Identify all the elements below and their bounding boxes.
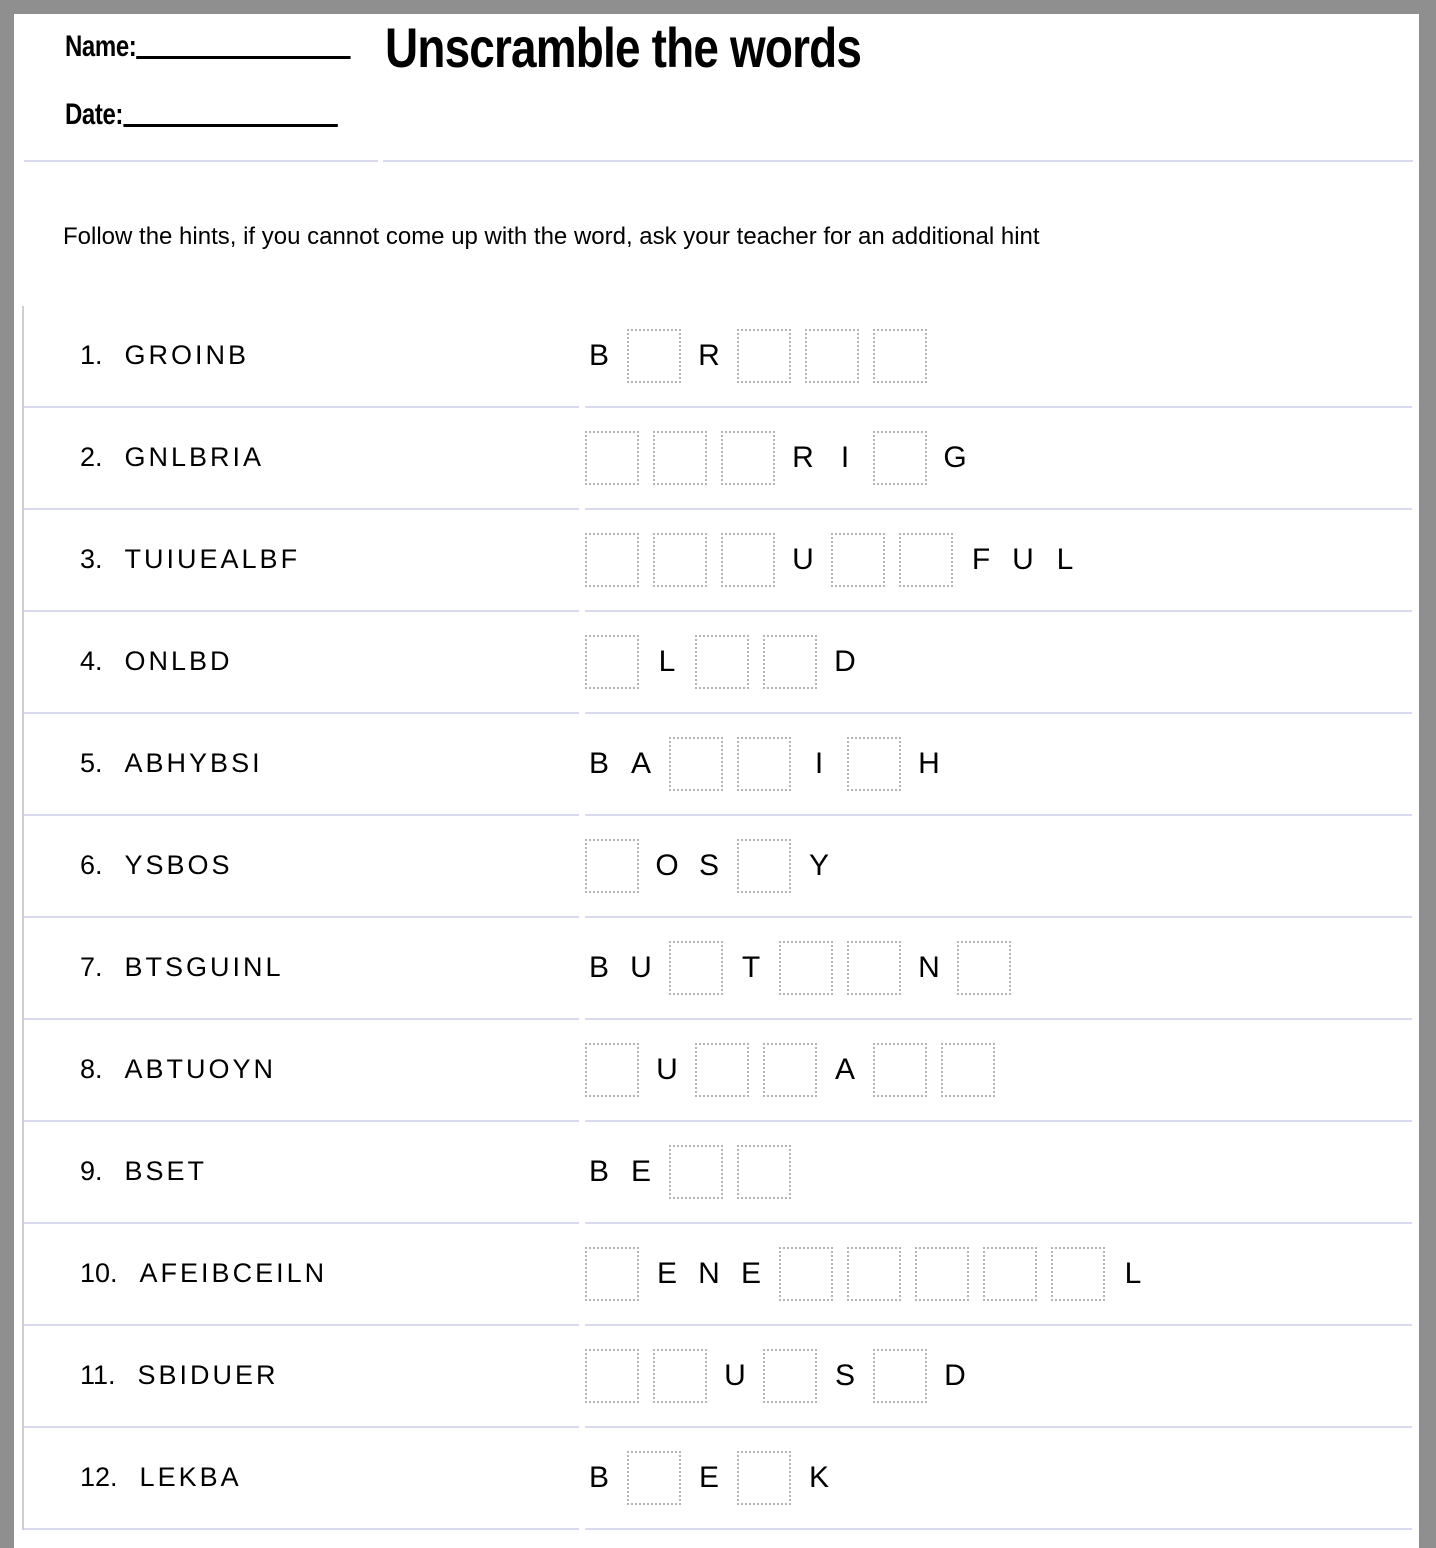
scrambled-word: ABTUOYN (124, 1054, 277, 1085)
answer-letter: S (698, 848, 719, 882)
answer-letter-box[interactable] (653, 1349, 707, 1403)
answer-letter: I (814, 746, 824, 780)
scrambled-word: LEKBA (139, 1462, 242, 1493)
answer-letter-box[interactable] (737, 1451, 791, 1505)
name-blank-line[interactable] (136, 29, 350, 59)
scrambled-word: BTSGUINL (124, 952, 284, 983)
answer-letter: D (944, 1358, 966, 1392)
puzzle-row (24, 306, 1414, 408)
answer-letter-box[interactable] (1051, 1247, 1105, 1301)
answer-letter: U (724, 1358, 746, 1392)
answer-letter-box[interactable] (721, 431, 775, 485)
scrambled-word: TUIUEALBF (124, 544, 301, 575)
puzzle-row (24, 1020, 1414, 1122)
answer-letter-box[interactable] (737, 1145, 791, 1199)
answer-letter: E (740, 1256, 761, 1290)
answer-letter: B (588, 950, 609, 984)
answer-letter-box[interactable] (627, 329, 681, 383)
answer-letter: G (943, 440, 967, 474)
answer-pattern (585, 1428, 1412, 1530)
scrambled-word-cell (24, 510, 579, 612)
answer-pattern (585, 612, 1412, 714)
answer-letter: K (808, 1460, 829, 1494)
answer-letter-box[interactable] (669, 941, 723, 995)
answer-letter-box[interactable] (585, 635, 639, 689)
scrambled-word: ABHYBSI (124, 748, 263, 779)
answer-letter-box[interactable] (847, 941, 901, 995)
date-field (65, 94, 337, 132)
scrambled-word: AFEIBCEILN (139, 1258, 328, 1289)
scrambled-word: YSBOS (124, 850, 233, 881)
answer-letter-box[interactable] (847, 1247, 901, 1301)
scrambled-word: BSET (124, 1156, 208, 1187)
answer-letter: R (698, 338, 720, 372)
scrambled-word-cell (24, 918, 579, 1020)
answer-letter: U (1012, 542, 1034, 576)
answer-letter-box[interactable] (585, 1247, 639, 1301)
worksheet-header (14, 14, 1419, 161)
answer-letter: E (698, 1460, 719, 1494)
scrambled-word-cell (24, 1326, 579, 1428)
scrambled-word-cell (24, 1122, 579, 1224)
answer-letter: S (834, 1358, 855, 1392)
answer-letter-box[interactable] (779, 941, 833, 995)
answer-letter-box[interactable] (669, 737, 723, 791)
worksheet-title: Unscramble the words (385, 16, 862, 79)
name-label: Name: (65, 30, 137, 63)
scrambled-word-cell (24, 408, 579, 510)
answer-letter: L (1124, 1256, 1142, 1290)
answer-letter-box[interactable] (627, 1451, 681, 1505)
puzzle-row (24, 816, 1414, 918)
answer-letter-box[interactable] (695, 635, 749, 689)
answer-letter-box[interactable] (653, 431, 707, 485)
answer-letter: B (588, 746, 609, 780)
answer-letter: F (971, 542, 991, 576)
answer-letter: A (834, 1052, 855, 1086)
answer-letter-box[interactable] (805, 329, 859, 383)
answer-letter: L (1056, 542, 1074, 576)
puzzle-row (24, 918, 1414, 1020)
name-field (65, 26, 351, 64)
answer-letter: U (792, 542, 814, 576)
answer-pattern (585, 816, 1412, 918)
answer-letter: N (918, 950, 940, 984)
answer-letter: A (630, 746, 651, 780)
puzzle-row (24, 408, 1414, 510)
answer-pattern (585, 1326, 1412, 1428)
answer-letter-box[interactable] (585, 431, 639, 485)
header-divider (24, 160, 1413, 162)
puzzle-table (22, 306, 1414, 1530)
puzzle-row (24, 714, 1414, 816)
puzzle-row (24, 1122, 1414, 1224)
scrambled-word-cell (24, 612, 579, 714)
answer-pattern (585, 1224, 1412, 1326)
answer-letter: D (834, 644, 856, 678)
answer-letter-box[interactable] (763, 1043, 817, 1097)
scrambled-word: GROINB (124, 340, 250, 371)
answer-letter-box[interactable] (653, 533, 707, 587)
puzzle-number: 10. (80, 1258, 118, 1289)
answer-pattern (585, 1020, 1412, 1122)
answer-letter-box[interactable] (669, 1145, 723, 1199)
answer-letter: U (630, 950, 652, 984)
puzzle-number: 6. (80, 850, 103, 881)
answer-letter-box[interactable] (585, 1043, 639, 1097)
answer-pattern (585, 714, 1412, 816)
puzzle-number: 11. (80, 1360, 116, 1391)
puzzle-number: 12. (80, 1462, 118, 1493)
scrambled-word-cell (24, 1428, 579, 1530)
answer-letter: L (658, 644, 676, 678)
answer-letter: N (698, 1256, 720, 1290)
answer-letter-box[interactable] (847, 737, 901, 791)
answer-letter-box[interactable] (899, 533, 953, 587)
answer-letter-box[interactable] (873, 1043, 927, 1097)
date-label: Date: (65, 98, 124, 131)
answer-letter-box[interactable] (873, 329, 927, 383)
puzzle-number: 8. (80, 1054, 103, 1085)
puzzle-number: 9. (80, 1156, 103, 1187)
header-divider-left-segment (24, 160, 378, 162)
answer-letter-box[interactable] (721, 533, 775, 587)
puzzle-number: 7. (80, 952, 103, 983)
date-blank-line[interactable] (123, 97, 337, 127)
puzzle-row (24, 510, 1414, 612)
scrambled-word-cell (24, 714, 579, 816)
answer-letter-box[interactable] (831, 533, 885, 587)
answer-letter-box[interactable] (941, 1043, 995, 1097)
answer-pattern (585, 918, 1412, 1020)
answer-letter-box[interactable] (873, 1349, 927, 1403)
answer-letter: E (656, 1256, 677, 1290)
answer-letter: R (792, 440, 814, 474)
answer-letter-box[interactable] (957, 941, 1011, 995)
answer-letter: U (656, 1052, 678, 1086)
instruction-text: Follow the hints, if you cannot come up with the word, ask your teacher for an additional hint (63, 223, 1040, 250)
puzzle-number: 2. (80, 442, 103, 473)
answer-letter: B (588, 1154, 609, 1188)
scrambled-word: ONLBD (124, 646, 233, 677)
answer-letter: B (588, 338, 609, 372)
answer-pattern (585, 408, 1412, 510)
answer-letter: I (840, 440, 850, 474)
answer-letter-box[interactable] (763, 635, 817, 689)
answer-letter-box[interactable] (695, 1043, 749, 1097)
answer-letter: H (918, 746, 940, 780)
answer-letter: B (588, 1460, 609, 1494)
answer-pattern (585, 510, 1412, 612)
answer-letter-box[interactable] (915, 1247, 969, 1301)
header-divider-right-segment (383, 160, 1413, 162)
answer-letter-box[interactable] (779, 1247, 833, 1301)
answer-letter-box[interactable] (873, 431, 927, 485)
scrambled-word-cell (24, 1224, 579, 1326)
answer-letter-box[interactable] (763, 1349, 817, 1403)
worksheet-page (14, 14, 1419, 1548)
scrambled-word-cell (24, 306, 579, 408)
answer-letter-box[interactable] (585, 533, 639, 587)
answer-letter-box[interactable] (983, 1247, 1037, 1301)
puzzle-number: 4. (80, 646, 103, 677)
scrambled-word: SBIDUER (137, 1360, 279, 1391)
answer-letter-box[interactable] (737, 839, 791, 893)
answer-letter-box[interactable] (585, 1349, 639, 1403)
puzzle-row (24, 612, 1414, 714)
answer-letter: E (630, 1154, 651, 1188)
answer-letter-box[interactable] (585, 839, 639, 893)
answer-letter: T (741, 950, 761, 984)
answer-pattern (585, 1122, 1412, 1224)
answer-letter-box[interactable] (737, 329, 791, 383)
puzzle-row (24, 1326, 1414, 1428)
scrambled-word: GNLBRIA (124, 442, 265, 473)
puzzle-number: 3. (80, 544, 103, 575)
puzzle-row (24, 1224, 1414, 1326)
puzzle-number: 5. (80, 748, 103, 779)
answer-letter: O (655, 848, 679, 882)
answer-letter: Y (808, 848, 829, 882)
puzzle-row (24, 1428, 1414, 1530)
puzzle-number: 1. (80, 340, 103, 371)
answer-pattern (585, 306, 1412, 408)
scrambled-word-cell (24, 1020, 579, 1122)
scrambled-word-cell (24, 816, 579, 918)
answer-letter-box[interactable] (737, 737, 791, 791)
